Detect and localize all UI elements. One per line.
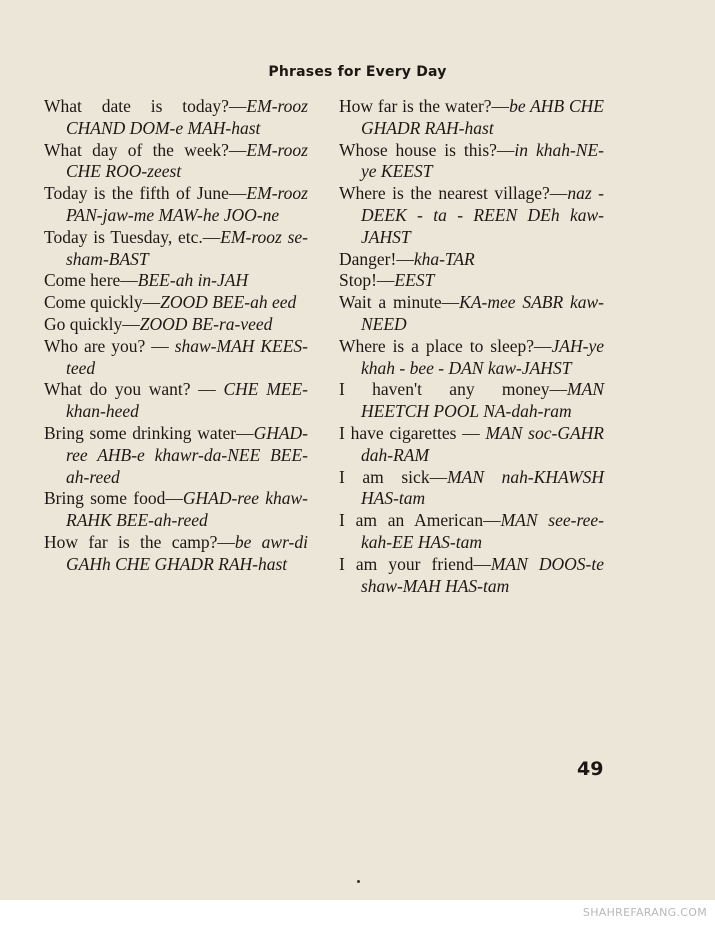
phrase-phonetic: ZOOD BEE-ah eed [160,292,297,313]
phrase-english: Bring some drinking water— [44,422,254,443]
phrase-entry [44,379,308,423]
phrase-phonetic: CHE MEE-khan-heed [66,379,308,422]
phrase-english: What day of the week?— [44,139,247,160]
phrase-english: Whose house is this?— [339,139,515,160]
phrase-phonetic: MAN HEETCH POOL NA-dah-ram [361,379,604,422]
phrase-english: What do you want? — [44,379,224,400]
watermark: SHAHREFARANG.COM [582,906,707,919]
phrase-english: Bring some food— [44,488,183,509]
phrase-entry [339,249,604,271]
phrase-entry [44,423,308,488]
phrase-entry [339,292,604,336]
phrase-english: I am your friend— [339,553,491,574]
phrase-entry [339,183,604,248]
phrase-phonetic: EM-rooz CHAND DOM-e MAH-hast [66,96,308,138]
phrase-entry [339,96,604,140]
phrase-phonetic: MAN see-ree-kah-EE HAS-tam [361,510,604,552]
phrase-entry [339,140,604,184]
phrase-english: Where is a place to sleep?— [339,335,552,356]
phrase-english: I am sick— [339,466,448,487]
phrase-phonetic: MAN soc-GAHR dah-RAM [361,422,604,465]
phrase-phonetic: EM-rooz se-sham-BAST [66,226,308,269]
phrase-english: Today is the fifth of June— [44,183,247,204]
phrase-entry [44,96,308,140]
phrase-entry [44,532,308,576]
phrase-entry [44,488,308,532]
phrase-entry [339,336,604,380]
phrase-english: I am an American— [339,510,501,531]
phrase-phonetic: ZOOD BE-ra-veed [139,313,273,334]
phrase-phonetic: JAH-ye khah - bee - DAN kaw-JAHST [361,335,604,378]
phrase-phonetic: EEST [394,270,435,291]
phrase-english: Stop!— [339,270,395,291]
phrase-entry [339,510,604,554]
phrase-english: Wait a minute— [339,292,460,313]
phrase-entry [339,467,604,511]
phrase-english: Come here— [44,270,138,291]
phrase-phonetic: KA-mee SABR kaw-NEED [361,292,604,334]
print-dot [357,880,360,883]
phrase-phonetic: MAN DOOS-te shaw-MAH HAS-tam [361,553,604,596]
phrase-phonetic: BEE-ah in-JAH [137,270,249,291]
phrase-phonetic: EM-rooz CHE ROO-zeest [66,139,308,182]
phrase-english: Danger!— [339,248,414,269]
phrase-english: Come quickly— [44,292,161,313]
phrase-phonetic: naz - DEEK - ta - REEN DEh kaw-JAHST [361,183,604,247]
left-phrase-column [44,96,308,576]
phrase-entry [44,140,308,184]
phrase-english: Who are you? — [44,335,175,356]
phrase-english: Go quickly— [44,313,140,334]
phrase-phonetic: GHAD-ree khaw-RAHK BEE-ah-reed [66,488,308,531]
phrase-english: What date is today?— [44,96,247,116]
phrase-entry [44,227,308,271]
phrase-entry [339,423,604,467]
phrase-phonetic: MAN nah-KHAWSH HAS-tam [361,466,604,509]
phrase-entry [44,314,308,336]
phrase-entry [44,270,308,292]
phrase-english: I have cigarettes — [339,422,486,443]
phrase-entry [339,379,604,423]
phrase-phonetic: GHAD-ree AHB-e khawr-da-NEE BEE-ah-reed [66,422,308,487]
phrase-phonetic: be awr-di GAHh CHE GHADR RAH-hast [66,531,308,574]
phrase-phonetic: kha-TAR [413,248,475,269]
phrase-english: I haven't any money— [339,379,568,400]
phrase-english: Today is Tuesday, etc.— [44,226,221,247]
phrase-english: Where is the nearest village?— [339,183,568,204]
phrase-entry [44,183,308,227]
phrase-english: How far is the water?— [339,96,510,116]
phrase-phonetic: in khah-NE-ye KEEST [361,139,604,182]
phrase-entry [339,554,604,598]
phrase-phonetic: EM-rooz PAN-jaw-me MAW-he JOO-ne [66,183,308,225]
phrase-phonetic: shaw-MAH KEES-teed [66,335,308,378]
phrase-entry [44,336,308,380]
phrase-english: How far is the camp?— [44,531,235,552]
page-number: 49 [577,758,604,780]
phrase-entry [339,270,604,292]
phrase-entry [44,292,308,314]
right-phrase-column [339,96,604,597]
phrase-phonetic: be AHB CHE GHADR RAH-hast [361,96,604,138]
page-heading: Phrases for Every Day [268,64,447,80]
